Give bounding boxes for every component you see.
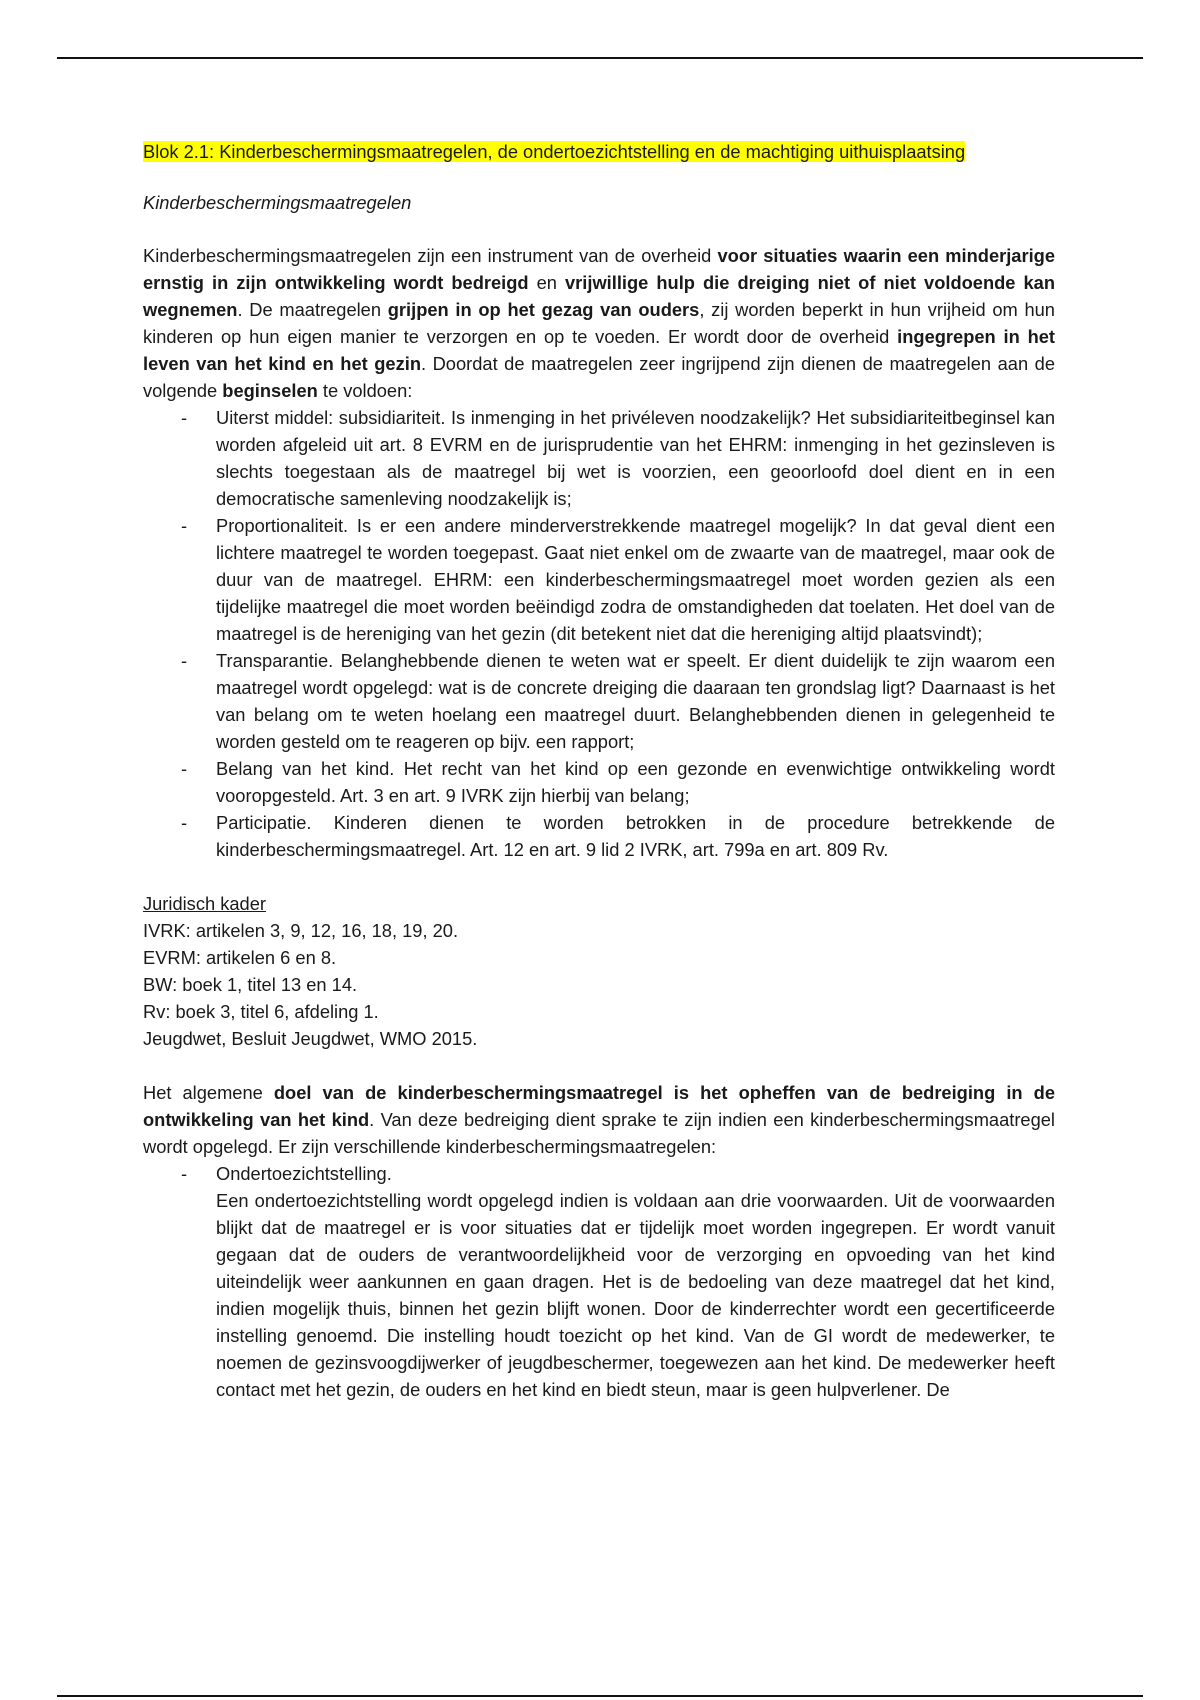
principle-item: - Transparantie. Belanghebbende dienen te weten wat er speelt. Er dient duidelijk te zijn waarom een maatregel wordt opgelegd: wat is de concrete dreiging die daaraan ten grondslag ligt? Daarnaast is het van belang om te weten hoelang een maatregel duurt. Belanghebbenden dienen in gelegenheid te worden gesteld om te reageren op bijv. een rapport; [143, 647, 1055, 755]
legal-line: BW: boek 1, titel 13 en 14. [143, 974, 358, 995]
spacer [143, 863, 1055, 890]
spacer [143, 1052, 1055, 1079]
legal-line: Jeugdwet, Besluit Jeugdwet, WMO 2015. [143, 1028, 478, 1049]
measures-list [143, 1160, 1055, 1403]
footer-rule [57, 1695, 1143, 1697]
measure-name: - Ondertoezichtstelling. [216, 1163, 392, 1184]
goal-paragraph: Het algemene doel van de kinderbeschermingsmaatregel is het opheffen van de bedreiging in de ontwikkeling van het kind. Van deze bedreiging dient sprake te zijn indien een kinderbeschermingsmaatregel wordt opgelegd. Er zijn verschillende kinderbeschermingsmaatregelen: [143, 1082, 1055, 1157]
legal-line: Rv: boek 3, titel 6, afdeling 1. [143, 1001, 379, 1022]
intro-paragraph: Kinderbeschermingsmaatregelen zijn een instrument van de overheid voor situaties waarin een minderjarige ernstig in zijn ontwikkeling wordt bedreigd en vrijwillige hulp die dreiging niet of niet voldoende kan wegnemen. De maatregelen grijpen in op het gezag van ouders, zij worden beperkt in hun vrijheid om hun kinderen op hun eigen manier te verzorgen en op te voeden. Er wordt door de overheid ingegrepen in het leven van het kind en het gezin. Doordat de maatregelen zeer ingrijpend zijn dienen de maatregelen aan de volgende beginselen te voldoen: [143, 245, 1055, 401]
legal-line: EVRM: artikelen 6 en 8. [143, 947, 337, 968]
legal-framework-heading: Juridisch kader [143, 893, 266, 914]
legal-line: IVRK: artikelen 3, 9, 12, 16, 18, 19, 20. [143, 920, 459, 941]
document-page [143, 138, 1055, 1403]
header-rule [57, 57, 1143, 59]
measure-item [143, 1160, 1055, 1403]
section-heading: Kinderbeschermingsmaatregelen [143, 192, 412, 213]
measure-body: Een ondertoezichtstelling wordt opgelegd indien is voldaan aan drie voorwaarden. Uit de voorwaarden blijkt dat de maatregel er is voor situaties dat er tijdelijk moet worden ingegrepen. Er wordt vanuit gegaan dat de ouders de verantwoordelijkheid voor de verzorging en opvoeding van het kind uiteindelijk weer aankunnen en gaan dragen. Het is de bedoeling van deze maatregel dat het kind, indien mogelijk thuis, binnen het gezin blijft wonen. Door de kinderrechter wordt een gecertificeerde instelling genoemd. Die instelling houdt toezicht op het kind. Van de GI wordt de medewerker, te noemen de gezinsvoogdijwerker of jeugdbeschermer, toegewezen aan het kind. De medewerker heeft contact met het gezin, de ouders en het kind en biedt steun, maar is geen hulpverlener. De [216, 1190, 1055, 1400]
principles-list [143, 404, 1055, 863]
block-title [143, 138, 1055, 165]
title-highlight: Blok 2.1: Kinderbeschermingsmaatregelen, de ondertoezichtstelling en de machtiging uithuisplaatsing [143, 141, 966, 162]
principle-item: - Uiterst middel: subsidiariteit. Is inmenging in het privéleven noodzakelijk? Het subsidiariteitbeginsel kan worden afgeleid uit art. 8 EVRM en de jurisprudentie van het EHRM: inmenging in het gezinsleven is slechts toegestaan als de maatregel bij wet is voorzien, een geoorloofd doel dient en in een democratische samenleving noodzakelijk is; [143, 404, 1055, 512]
principle-item: - Belang van het kind. Het recht van het kind op een gezonde en evenwichtige ontwikkeling wordt vooropgesteld. Art. 3 en art. 9 IVRK zijn hierbij van belang; [143, 755, 1055, 809]
principle-item: - Proportionaliteit. Is er een andere minderverstrekkende maatregel mogelijk? In dat geval dient een lichtere maatregel te worden toegepast. Gaat niet enkel om de zwaarte van de maatregel, maar ook de duur van de maatregel. EHRM: een kinderbeschermingsmaatregel moet worden gezien als een tijdelijke maatregel die moet worden beëindigd zodra de omstandigheden dat toelaten. Het doel van de maatregel is de hereniging van het gezin (dit betekent niet dat die hereniging altijd plaatsvindt); [143, 512, 1055, 647]
principle-item: - Participatie. Kinderen dienen te worden betrokken in de procedure betrekkende de kinderbeschermingsmaatregel. Art. 12 en art. 9 lid 2 IVRK, art. 799a en art. 809 Rv. [143, 809, 1055, 863]
